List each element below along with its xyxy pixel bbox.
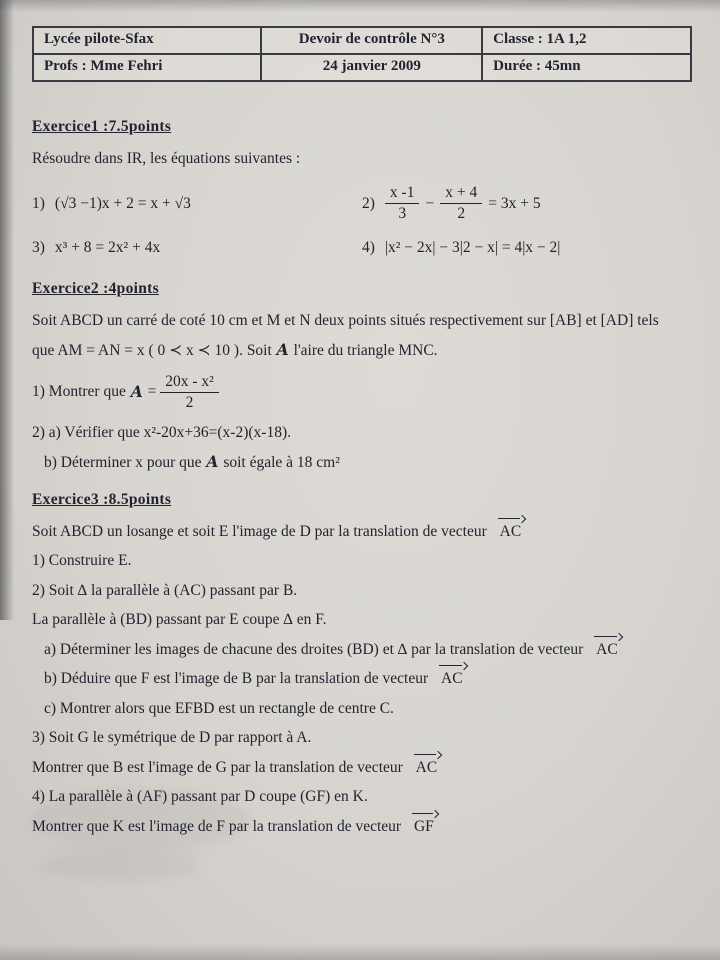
duration-label: Durée : 45mn	[482, 54, 691, 81]
exercice2-question-2a: 2) a) Vérifier que x²-20x+36=(x-2)(x-18).	[32, 423, 291, 441]
exercice3-question-1: 1) Construire E.	[32, 552, 132, 570]
equals-sign: =	[147, 383, 157, 401]
script-a-symbol: A	[130, 382, 143, 402]
minus-sign: −	[425, 194, 435, 212]
vector-AC: AC	[593, 639, 621, 661]
exercice3-question-4-cont	[32, 816, 692, 838]
equation-2	[362, 184, 692, 223]
vector-AC: AC	[438, 668, 466, 690]
vector-GF: GF	[411, 816, 437, 838]
exercice2-question-1	[32, 373, 692, 412]
header-table	[32, 26, 692, 82]
exercice2-question-2b	[44, 451, 692, 474]
equation-row-2	[32, 237, 692, 259]
exercice3-question-3-cont	[32, 757, 692, 779]
exercice2-paragraph-line2	[32, 339, 692, 362]
equation-1	[32, 193, 362, 215]
paragraph-text: l'aire du triangle MNC.	[293, 342, 438, 360]
header-row-2	[33, 54, 691, 81]
fraction-denominator: 2	[185, 393, 194, 411]
class-label: Classe : 1A 1,2	[482, 27, 691, 54]
fraction-denominator: 3	[398, 205, 407, 223]
equation-4-body: |x² − 2x| − 3|2 − x| = 4|x − 2|	[384, 239, 561, 257]
question-text: Montrer que B est l'image de G par la translation de vecteur	[32, 758, 403, 776]
equation-2-number: 2)	[362, 194, 375, 212]
equation-3-number: 3)	[32, 239, 45, 257]
question-text: soit égale à 18 cm²	[223, 454, 340, 472]
scan-shadow-bottom	[0, 944, 720, 960]
exercice3-question-2-cont: La parallèle à (BD) passant par E coupe ∆ en F.	[32, 611, 327, 629]
intro-text: Soit ABCD un losange et soit E l'image de D par la translation de vecteur	[32, 522, 487, 540]
equation-3-body: x³ + 8 = 2x² + 4x	[54, 239, 161, 257]
question-text: a) Déterminer les images de chacune des droites (BD) et ∆ par la translation de vecteur	[44, 640, 584, 658]
exercice2-title: Exercice2 :4points	[32, 279, 159, 297]
exercice3-question-c: c) Montrer alors que EFBD est un rectangle de centre C.	[44, 699, 394, 717]
school-name: Lycée pilote-Sfax	[33, 27, 261, 54]
fraction-numerator: x + 4	[440, 184, 482, 204]
fraction-20x-minus-x2-over-2	[160, 373, 219, 412]
question-text: b) Déduire que F est l'image de B par la translation de vecteur	[44, 670, 429, 688]
exercice3-question-3: 3) Soit G le symétrique de D par rapport à A.	[32, 729, 312, 747]
equation-2-rhs: = 3x + 5	[488, 194, 541, 212]
fraction-numerator: 20x - x²	[160, 373, 219, 393]
equation-1-number: 1)	[32, 194, 45, 212]
script-a-symbol: A	[276, 340, 289, 360]
question-text: Montrer que K est l'image de F par la translation de vecteur	[32, 817, 402, 835]
vector-AC: AC	[413, 757, 441, 779]
script-a-symbol: A	[206, 452, 219, 472]
scan-smudge	[40, 850, 200, 880]
fraction-x-plus-4-over-2	[440, 184, 482, 223]
question-text: b) Déterminer x pour que	[44, 454, 202, 472]
fraction-x-minus-1-over-3	[385, 184, 420, 223]
test-date: 24 janvier 2009	[261, 54, 482, 81]
exercice1-intro: Résoudre dans IR, les équations suivantes :	[32, 149, 301, 167]
question-text: 1) Montrer que	[32, 383, 126, 401]
header-row-1	[33, 27, 691, 54]
exercice3-question-2: 2) Soit ∆ la parallèle à (AC) passant par B.	[32, 581, 298, 599]
exercice3-question-b	[44, 668, 692, 690]
equation-row-1	[32, 184, 692, 223]
equation-1-body: (√3 −1)x + 2 = x + √3	[54, 194, 191, 212]
exercice3-intro	[32, 521, 692, 543]
exercice3-title: Exercice3 :8.5points	[32, 490, 172, 508]
vector-AC: AC	[497, 521, 525, 543]
fraction-denominator: 2	[457, 205, 466, 223]
exercice2-paragraph-line1: Soit ABCD un carré de coté 10 cm et M et N deux points situés respectivement sur [AB] et [AD] tels	[32, 312, 659, 329]
exercice1-title: Exercice1 :7.5points	[32, 117, 172, 135]
equation-3	[32, 237, 362, 259]
exercice3-question-4: 4) La parallèle à (AF) passant par D coupe (GF) en K.	[32, 788, 368, 806]
equation-4	[362, 237, 692, 259]
exercice3-question-a	[44, 639, 692, 661]
paragraph-text: que AM = AN = x ( 0 ≺ x ≺ 10 ). Soit	[32, 342, 272, 360]
equation-4-number: 4)	[362, 239, 375, 257]
fraction-numerator: x -1	[385, 184, 420, 204]
test-title: Devoir de contrôle N°3	[261, 27, 482, 54]
teacher-name: Profs : Mme Fehri	[33, 54, 261, 81]
